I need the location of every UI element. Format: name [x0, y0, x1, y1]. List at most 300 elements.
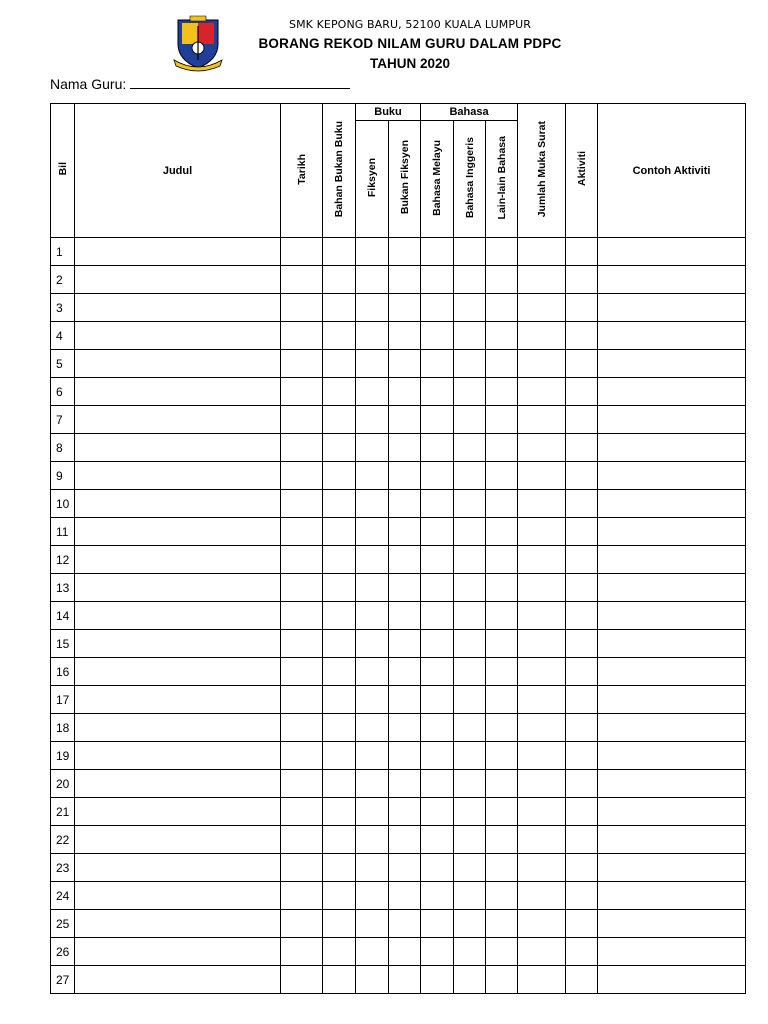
table-cell[interactable] — [566, 826, 598, 854]
table-cell[interactable] — [421, 686, 454, 714]
table-cell[interactable] — [356, 574, 389, 602]
table-cell[interactable] — [566, 966, 598, 994]
table-cell[interactable] — [389, 714, 421, 742]
table-cell[interactable] — [454, 546, 486, 574]
table-cell[interactable] — [75, 658, 281, 686]
table-cell[interactable] — [598, 238, 746, 266]
table-cell[interactable] — [486, 798, 518, 826]
table-cell[interactable] — [454, 434, 486, 462]
table-cell[interactable] — [389, 658, 421, 686]
table-cell[interactable] — [75, 350, 281, 378]
table-cell[interactable] — [421, 882, 454, 910]
table-cell[interactable] — [281, 826, 323, 854]
table-cell[interactable] — [421, 462, 454, 490]
table-cell[interactable] — [566, 238, 598, 266]
table-cell[interactable] — [454, 350, 486, 378]
table-cell[interactable] — [598, 518, 746, 546]
table-cell[interactable] — [75, 854, 281, 882]
table-cell[interactable] — [454, 406, 486, 434]
table-cell[interactable] — [75, 434, 281, 462]
table-cell[interactable] — [518, 378, 566, 406]
table-cell[interactable] — [421, 322, 454, 350]
table-cell[interactable] — [75, 714, 281, 742]
table-cell[interactable] — [454, 742, 486, 770]
table-cell[interactable] — [389, 742, 421, 770]
table-cell[interactable] — [518, 854, 566, 882]
table-cell[interactable] — [356, 658, 389, 686]
table-cell[interactable] — [323, 826, 356, 854]
table-cell[interactable] — [389, 686, 421, 714]
table-cell[interactable] — [356, 910, 389, 938]
table-cell[interactable] — [518, 882, 566, 910]
table-cell[interactable] — [518, 714, 566, 742]
table-cell[interactable] — [486, 238, 518, 266]
table-cell[interactable] — [518, 518, 566, 546]
table-cell[interactable] — [356, 350, 389, 378]
table-cell[interactable] — [421, 966, 454, 994]
table-cell[interactable] — [421, 826, 454, 854]
table-cell[interactable] — [356, 798, 389, 826]
table-cell[interactable] — [486, 714, 518, 742]
table-cell[interactable] — [518, 406, 566, 434]
table-cell[interactable] — [281, 546, 323, 574]
table-cell[interactable] — [389, 406, 421, 434]
table-cell[interactable] — [518, 658, 566, 686]
table-cell[interactable] — [281, 294, 323, 322]
table-cell[interactable] — [389, 238, 421, 266]
table-cell[interactable] — [323, 798, 356, 826]
table-cell[interactable] — [421, 266, 454, 294]
table-cell[interactable] — [486, 266, 518, 294]
table-cell[interactable] — [566, 602, 598, 630]
table-cell[interactable] — [518, 938, 566, 966]
table-cell[interactable] — [518, 546, 566, 574]
table-cell[interactable] — [281, 798, 323, 826]
table-cell[interactable] — [486, 938, 518, 966]
table-cell[interactable] — [75, 490, 281, 518]
table-cell[interactable] — [566, 406, 598, 434]
table-cell[interactable] — [323, 462, 356, 490]
table-cell[interactable] — [518, 574, 566, 602]
table-cell[interactable] — [486, 658, 518, 686]
table-cell[interactable] — [454, 798, 486, 826]
table-cell[interactable] — [356, 294, 389, 322]
table-cell[interactable] — [75, 462, 281, 490]
table-cell[interactable] — [389, 574, 421, 602]
table-cell[interactable] — [323, 882, 356, 910]
table-cell[interactable] — [454, 294, 486, 322]
table-cell[interactable] — [421, 350, 454, 378]
table-cell[interactable] — [566, 266, 598, 294]
table-cell[interactable] — [486, 406, 518, 434]
table-cell[interactable] — [389, 770, 421, 798]
table-cell[interactable] — [566, 322, 598, 350]
table-cell[interactable] — [389, 294, 421, 322]
table-cell[interactable] — [598, 798, 746, 826]
table-cell[interactable] — [389, 490, 421, 518]
table-cell[interactable] — [75, 742, 281, 770]
table-cell[interactable] — [281, 574, 323, 602]
table-cell[interactable] — [323, 546, 356, 574]
table-cell[interactable] — [598, 462, 746, 490]
table-cell[interactable] — [486, 434, 518, 462]
table-cell[interactable] — [421, 490, 454, 518]
table-cell[interactable] — [75, 266, 281, 294]
table-cell[interactable] — [566, 630, 598, 658]
table-cell[interactable] — [281, 490, 323, 518]
table-cell[interactable] — [566, 574, 598, 602]
table-cell[interactable] — [566, 910, 598, 938]
table-cell[interactable] — [598, 266, 746, 294]
table-cell[interactable] — [486, 294, 518, 322]
table-cell[interactable] — [389, 602, 421, 630]
table-cell[interactable] — [518, 490, 566, 518]
table-cell[interactable] — [356, 546, 389, 574]
table-cell[interactable] — [598, 574, 746, 602]
table-cell[interactable] — [323, 490, 356, 518]
table-cell[interactable] — [356, 238, 389, 266]
table-cell[interactable] — [323, 966, 356, 994]
table-cell[interactable] — [281, 742, 323, 770]
table-cell[interactable] — [281, 434, 323, 462]
table-cell[interactable] — [421, 742, 454, 770]
table-cell[interactable] — [518, 742, 566, 770]
table-cell[interactable] — [566, 798, 598, 826]
table-cell[interactable] — [281, 266, 323, 294]
table-cell[interactable] — [281, 658, 323, 686]
table-cell[interactable] — [454, 826, 486, 854]
table-cell[interactable] — [486, 882, 518, 910]
table-cell[interactable] — [566, 350, 598, 378]
table-cell[interactable] — [421, 938, 454, 966]
table-cell[interactable] — [566, 378, 598, 406]
table-cell[interactable] — [356, 882, 389, 910]
table-cell[interactable] — [421, 574, 454, 602]
table-cell[interactable] — [281, 462, 323, 490]
table-cell[interactable] — [598, 630, 746, 658]
table-cell[interactable] — [281, 322, 323, 350]
teacher-name-field[interactable] — [50, 76, 350, 92]
table-cell[interactable] — [566, 490, 598, 518]
table-cell[interactable] — [598, 714, 746, 742]
table-cell[interactable] — [518, 322, 566, 350]
table-cell[interactable] — [421, 294, 454, 322]
table-cell[interactable] — [323, 294, 356, 322]
table-cell[interactable] — [389, 322, 421, 350]
table-cell[interactable] — [323, 574, 356, 602]
table-cell[interactable] — [598, 350, 746, 378]
table-cell[interactable] — [356, 630, 389, 658]
table-cell[interactable] — [281, 630, 323, 658]
table-cell[interactable] — [356, 714, 389, 742]
table-cell[interactable] — [566, 854, 598, 882]
table-cell[interactable] — [454, 518, 486, 546]
table-cell[interactable] — [486, 826, 518, 854]
table-cell[interactable] — [598, 546, 746, 574]
table-cell[interactable] — [598, 294, 746, 322]
table-cell[interactable] — [486, 322, 518, 350]
table-cell[interactable] — [454, 910, 486, 938]
table-cell[interactable] — [75, 882, 281, 910]
table-cell[interactable] — [356, 266, 389, 294]
table-cell[interactable] — [421, 798, 454, 826]
table-cell[interactable] — [486, 686, 518, 714]
table-cell[interactable] — [356, 938, 389, 966]
table-cell[interactable] — [323, 658, 356, 686]
table-cell[interactable] — [486, 910, 518, 938]
table-cell[interactable] — [454, 686, 486, 714]
table-cell[interactable] — [389, 826, 421, 854]
table-cell[interactable] — [454, 378, 486, 406]
table-cell[interactable] — [281, 910, 323, 938]
table-cell[interactable] — [356, 406, 389, 434]
table-cell[interactable] — [518, 826, 566, 854]
table-cell[interactable] — [389, 882, 421, 910]
table-cell[interactable] — [356, 742, 389, 770]
table-cell[interactable] — [323, 714, 356, 742]
table-cell[interactable] — [566, 658, 598, 686]
table-cell[interactable] — [454, 770, 486, 798]
table-cell[interactable] — [75, 322, 281, 350]
table-cell[interactable] — [421, 630, 454, 658]
table-cell[interactable] — [518, 966, 566, 994]
table-cell[interactable] — [356, 686, 389, 714]
table-cell[interactable] — [486, 378, 518, 406]
table-cell[interactable] — [75, 378, 281, 406]
table-cell[interactable] — [486, 854, 518, 882]
table-cell[interactable] — [454, 966, 486, 994]
table-cell[interactable] — [389, 854, 421, 882]
table-cell[interactable] — [389, 518, 421, 546]
table-cell[interactable] — [566, 518, 598, 546]
table-cell[interactable] — [421, 378, 454, 406]
table-cell[interactable] — [389, 966, 421, 994]
table-cell[interactable] — [323, 238, 356, 266]
table-cell[interactable] — [389, 798, 421, 826]
table-cell[interactable] — [518, 910, 566, 938]
table-cell[interactable] — [454, 882, 486, 910]
table-cell[interactable] — [454, 238, 486, 266]
table-cell[interactable] — [421, 434, 454, 462]
table-cell[interactable] — [421, 238, 454, 266]
table-cell[interactable] — [486, 602, 518, 630]
table-cell[interactable] — [281, 518, 323, 546]
table-cell[interactable] — [566, 742, 598, 770]
table-cell[interactable] — [281, 602, 323, 630]
table-cell[interactable] — [356, 770, 389, 798]
table-cell[interactable] — [486, 630, 518, 658]
row-number: 22 — [51, 826, 75, 854]
table-cell[interactable] — [421, 854, 454, 882]
table-cell[interactable] — [281, 938, 323, 966]
table-cell[interactable] — [356, 826, 389, 854]
table-cell[interactable] — [421, 714, 454, 742]
table-cell[interactable] — [356, 966, 389, 994]
table-cell[interactable] — [421, 518, 454, 546]
table-cell[interactable] — [323, 686, 356, 714]
table-cell[interactable] — [356, 602, 389, 630]
table-cell[interactable] — [566, 938, 598, 966]
table-cell[interactable] — [566, 294, 598, 322]
table-cell[interactable] — [323, 266, 356, 294]
table-cell[interactable] — [598, 658, 746, 686]
table-cell[interactable] — [281, 350, 323, 378]
table-cell[interactable] — [75, 294, 281, 322]
table-cell[interactable] — [75, 938, 281, 966]
table-cell[interactable] — [281, 854, 323, 882]
table-cell[interactable] — [454, 266, 486, 294]
table-cell[interactable] — [323, 434, 356, 462]
table-cell[interactable] — [486, 462, 518, 490]
table-cell[interactable] — [75, 798, 281, 826]
table-cell[interactable] — [356, 854, 389, 882]
table-cell[interactable] — [389, 378, 421, 406]
table-cell[interactable] — [323, 854, 356, 882]
table-cell[interactable] — [75, 546, 281, 574]
table-cell[interactable] — [486, 518, 518, 546]
table-cell[interactable] — [518, 630, 566, 658]
table-cell[interactable] — [356, 378, 389, 406]
table-cell[interactable] — [518, 686, 566, 714]
table-cell[interactable] — [566, 770, 598, 798]
table-cell[interactable] — [356, 434, 389, 462]
table-cell[interactable] — [486, 490, 518, 518]
table-cell[interactable] — [281, 882, 323, 910]
table-cell[interactable] — [323, 602, 356, 630]
table-cell[interactable] — [281, 770, 323, 798]
table-cell[interactable] — [598, 742, 746, 770]
teacher-name-line[interactable] — [130, 76, 350, 89]
table-cell[interactable] — [356, 490, 389, 518]
table-cell[interactable] — [454, 574, 486, 602]
table-cell[interactable] — [323, 518, 356, 546]
table-cell[interactable] — [75, 630, 281, 658]
table-cell[interactable] — [518, 434, 566, 462]
table-cell[interactable] — [598, 434, 746, 462]
table-cell[interactable] — [421, 546, 454, 574]
table-cell[interactable] — [389, 350, 421, 378]
table-cell[interactable] — [566, 546, 598, 574]
table-cell[interactable] — [323, 630, 356, 658]
table-cell[interactable] — [323, 322, 356, 350]
table-cell[interactable] — [454, 490, 486, 518]
table-cell[interactable] — [454, 938, 486, 966]
table-cell[interactable] — [518, 350, 566, 378]
table-cell[interactable] — [356, 322, 389, 350]
table-cell[interactable] — [598, 490, 746, 518]
table-cell[interactable] — [75, 574, 281, 602]
table-cell[interactable] — [486, 574, 518, 602]
table-cell[interactable] — [75, 406, 281, 434]
table-cell[interactable] — [75, 770, 281, 798]
table-cell[interactable] — [454, 462, 486, 490]
table-cell[interactable] — [598, 322, 746, 350]
table-cell[interactable] — [356, 462, 389, 490]
table-cell[interactable] — [598, 826, 746, 854]
table-cell[interactable] — [421, 770, 454, 798]
table-cell[interactable] — [518, 462, 566, 490]
table-cell[interactable] — [454, 714, 486, 742]
table-cell[interactable] — [421, 602, 454, 630]
table-cell[interactable] — [323, 350, 356, 378]
table-cell[interactable] — [598, 686, 746, 714]
table-cell[interactable] — [598, 910, 746, 938]
table-cell[interactable] — [486, 966, 518, 994]
table-cell[interactable] — [75, 518, 281, 546]
table-cell[interactable] — [75, 826, 281, 854]
table-cell[interactable] — [75, 602, 281, 630]
table-cell[interactable] — [566, 434, 598, 462]
table-cell[interactable] — [389, 462, 421, 490]
table-cell[interactable] — [566, 686, 598, 714]
table-cell[interactable] — [389, 630, 421, 658]
table-cell[interactable] — [566, 462, 598, 490]
table-cell[interactable] — [486, 742, 518, 770]
table-cell[interactable] — [598, 406, 746, 434]
table-cell[interactable] — [518, 602, 566, 630]
table-cell[interactable] — [566, 714, 598, 742]
table-cell[interactable] — [323, 910, 356, 938]
table-cell[interactable] — [356, 518, 389, 546]
table-cell[interactable] — [454, 602, 486, 630]
table-cell[interactable] — [598, 938, 746, 966]
table-cell[interactable] — [323, 406, 356, 434]
table-cell[interactable] — [75, 910, 281, 938]
table-cell[interactable] — [454, 658, 486, 686]
table-cell[interactable] — [598, 854, 746, 882]
table-cell[interactable] — [486, 350, 518, 378]
table-cell[interactable] — [323, 938, 356, 966]
table-cell[interactable] — [518, 266, 566, 294]
table-cell[interactable] — [281, 686, 323, 714]
table-cell[interactable] — [389, 938, 421, 966]
table-cell[interactable] — [518, 770, 566, 798]
table-cell[interactable] — [281, 714, 323, 742]
table-cell[interactable] — [518, 238, 566, 266]
table-cell[interactable] — [421, 658, 454, 686]
table-cell[interactable] — [454, 854, 486, 882]
table-cell[interactable] — [281, 406, 323, 434]
table-cell[interactable] — [598, 882, 746, 910]
table-cell[interactable] — [598, 378, 746, 406]
table-cell[interactable] — [323, 742, 356, 770]
table-cell[interactable] — [566, 882, 598, 910]
table-cell[interactable] — [281, 966, 323, 994]
table-cell[interactable] — [389, 434, 421, 462]
table-cell[interactable] — [389, 546, 421, 574]
table-cell[interactable] — [389, 910, 421, 938]
table-cell[interactable] — [281, 378, 323, 406]
table-cell[interactable] — [486, 546, 518, 574]
table-cell[interactable] — [421, 910, 454, 938]
table-cell[interactable] — [389, 266, 421, 294]
table-cell[interactable] — [323, 378, 356, 406]
table-cell[interactable] — [518, 294, 566, 322]
table-cell[interactable] — [75, 238, 281, 266]
table-cell[interactable] — [486, 770, 518, 798]
table-cell[interactable] — [598, 602, 746, 630]
table-cell[interactable] — [75, 686, 281, 714]
table-cell[interactable] — [598, 770, 746, 798]
table-cell[interactable] — [421, 406, 454, 434]
table-cell[interactable] — [323, 770, 356, 798]
table-cell[interactable] — [518, 798, 566, 826]
table-cell[interactable] — [454, 630, 486, 658]
table-cell[interactable] — [454, 322, 486, 350]
table-cell[interactable] — [598, 966, 746, 994]
table-cell[interactable] — [75, 966, 281, 994]
table-cell[interactable] — [281, 238, 323, 266]
